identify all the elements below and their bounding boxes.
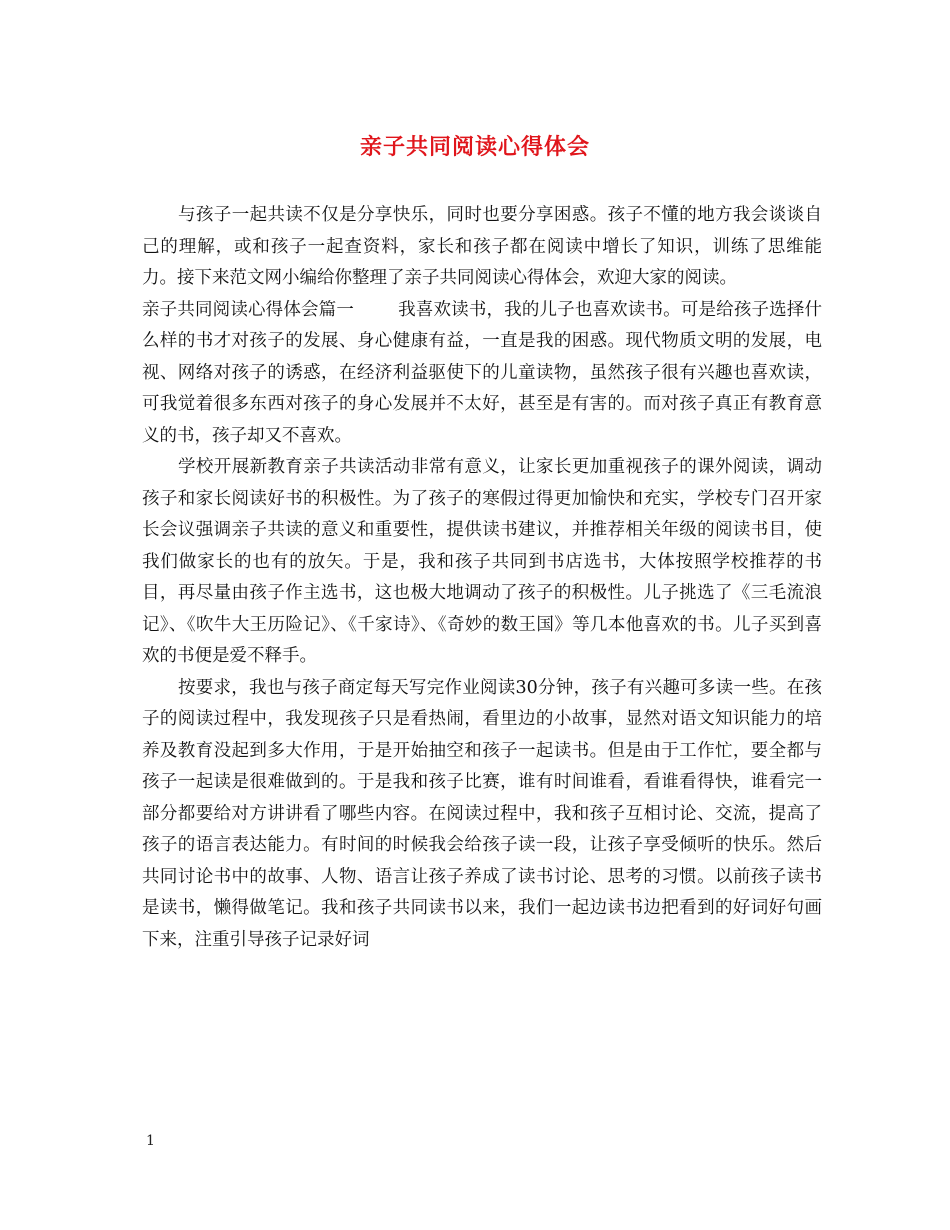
school-activity-paragraph: 学校开展新教育亲子共读活动非常有意义，让家长更加重视孩子的课外阅读，调动孩子和家长阅读好书的积极性。为了孩子的寒假过得更加愉快和充实，学校专门召开家长会议强调亲子共读的意义和重要性，提供读书建议，并推荐相关年级的阅读书目，使我们做家长的也有的放矢。于是，我和孩子共同到书店选书，大体按照学校推荐的书目，再尽量由孩子作主选书，这也极大地调动了孩子的积极性。儿子挑选了《三毛流浪记》、《吹牛大王历险记》、《千家诗》、《奇妙的数王国》等几本他喜欢的书。儿子买到喜欢的书便是爱不释手。 [142, 457, 822, 666]
document-body [142, 200, 822, 956]
section-one-paragraph [142, 295, 822, 453]
reading-requirement-paragraph: 按要求，我也与孩子商定每天写完作业阅读30分钟，孩子有兴趣可多读一些。在孩子的阅读过程中，我发现孩子只是看热闹，看里边的小故事，显然对语文知识能力的培养及教育没起到多大作用，于是开始抽空和孩子一起读书。但是由于工作忙，要全都与孩子一起读是很难做到的。于是我和孩子比赛，谁有时间谁看，看谁看得快，谁看完一部分都要给对方讲讲看了哪些内容。在阅读过程中，我和孩子互相讨论、交流，提高了孩子的语言表达能力。有时间的时候我会给孩子读一段，让孩子享受倾听的快乐。然后共同讨论书中的故事、人物、语言让孩子养成了读书讨论、思考的习惯。以前孩子读书是读书，懒得做笔记。我和孩子共同读书以来，我们一起边读书边把看到的好词好句画下来，注重引导孩子记录好词 [142, 677, 822, 950]
section-first-paragraph-text: 我喜欢读书，我的儿子也喜欢读书。可是给孩子选择什么样的书才对孩子的发展、身心健康有益，一直是我的困惑。现代物质文明的发展，电视、网络对孩子的诱惑，在经济利益驱使下的儿童读物，虽然孩子很有兴趣也喜欢读，可我觉着很多东西对孩子的身心发展并不太好，甚至是有害的。而对孩子真正有教育意义的书，孩子却又不喜欢。 [142, 299, 822, 446]
section-heading: 亲子共同阅读心得体会篇一 [142, 299, 354, 320]
page-number: 1 [146, 1133, 155, 1149]
document-title: 亲子共同阅读心得体会 [359, 134, 590, 160]
intro-paragraph: 与孩子一起共读不仅是分享快乐，同时也要分享困惑。孩子不懂的地方我会谈谈自己的理解，或和孩子一起查资料，家长和孩子都在阅读中增长了知识，训练了思维能力。接下来范文网小编给你整理了亲子共同阅读心得体会，欢迎大家的阅读。 [142, 205, 822, 288]
